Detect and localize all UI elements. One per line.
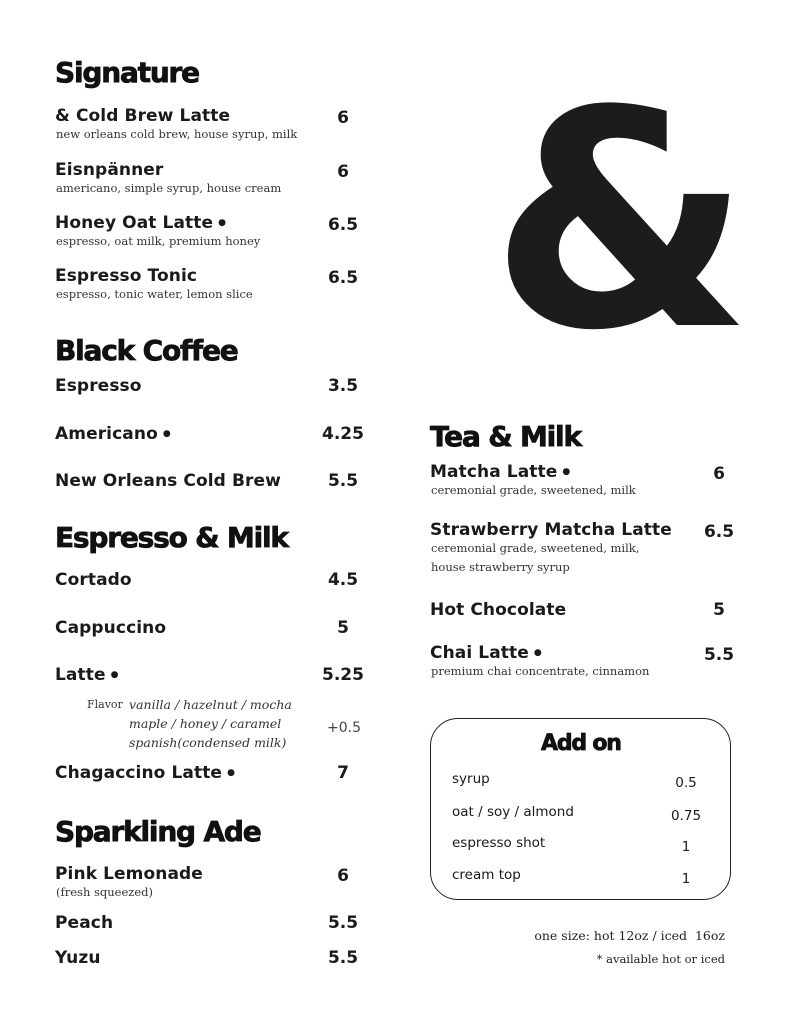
item-description: americano, simple syrup, house cream bbox=[56, 181, 282, 195]
item-name-text: Strawberry Matcha Latte bbox=[430, 520, 672, 540]
item-name-text: Matcha Latte bbox=[430, 462, 558, 482]
addon-name: espresso shot bbox=[452, 835, 546, 851]
flavor-line: spanish(condensed milk) bbox=[129, 735, 287, 750]
item-description: house strawberry syrup bbox=[431, 560, 570, 574]
size-note: one size: hot 12oz / iced 16oz bbox=[534, 928, 725, 943]
item-description: ceremonial grade, sweetened, milk bbox=[431, 483, 636, 497]
item-price: 6 bbox=[337, 108, 349, 128]
section-title: Sparkling Ade bbox=[55, 815, 261, 848]
item-name bbox=[55, 376, 142, 396]
item-price: 5.25 bbox=[322, 665, 364, 685]
item-name bbox=[55, 424, 171, 444]
item-name bbox=[55, 213, 226, 233]
addon-name: syrup bbox=[452, 771, 490, 787]
item-name-text: Peach bbox=[55, 913, 114, 933]
item-name-text: Espresso Tonic bbox=[55, 266, 198, 286]
item-price: 5.5 bbox=[327, 948, 359, 968]
item-price: 3.5 bbox=[327, 376, 359, 396]
item-name-text: Hot Chocolate bbox=[430, 600, 567, 620]
item-description: (fresh squeezed) bbox=[56, 885, 154, 899]
item-description: new orleans cold brew, house syrup, milk bbox=[56, 127, 298, 141]
item-price: 4.25 bbox=[322, 424, 364, 444]
item-name bbox=[55, 106, 230, 126]
item-price: 5.5 bbox=[703, 645, 735, 665]
section-title: Signature bbox=[55, 56, 199, 89]
item-name bbox=[55, 618, 166, 638]
item-name bbox=[55, 864, 203, 884]
item-name-text: Cortado bbox=[55, 570, 132, 590]
item-name bbox=[55, 665, 119, 685]
item-name-text: Pink Lemonade bbox=[55, 864, 203, 884]
item-description: espresso, oat milk, premium honey bbox=[56, 234, 261, 248]
item-name bbox=[430, 643, 542, 663]
addon-name: oat / soy / almond bbox=[452, 804, 574, 820]
item-price: 5 bbox=[337, 618, 349, 638]
item-name-text: Chagaccino Latte bbox=[55, 763, 223, 783]
item-name-text: Eisnpänner bbox=[55, 160, 164, 180]
addon-price: 0.75 bbox=[670, 808, 702, 824]
flavor-line: maple / honey / caramel bbox=[129, 716, 282, 731]
item-name bbox=[430, 600, 566, 620]
item-name bbox=[55, 763, 235, 783]
flavor-price: +0.5 bbox=[327, 720, 361, 736]
item-price: 6.5 bbox=[327, 268, 359, 288]
section-title: Black Coffee bbox=[55, 334, 238, 367]
hot-or-iced-dot-icon: ● bbox=[110, 670, 119, 680]
hot-or-iced-dot-icon: ● bbox=[533, 648, 542, 658]
item-name bbox=[55, 913, 113, 933]
addon-price: 1 bbox=[681, 839, 691, 855]
item-name bbox=[55, 471, 281, 491]
ampersand-logo: & bbox=[490, 47, 752, 396]
item-name-text: Latte bbox=[55, 665, 106, 685]
item-price: 5.5 bbox=[327, 471, 359, 491]
addon-price: 0.5 bbox=[675, 775, 697, 791]
item-name bbox=[430, 520, 672, 540]
item-name-text: Honey Oat Latte bbox=[55, 213, 214, 233]
item-name bbox=[430, 462, 570, 482]
hot-or-iced-dot-icon: ● bbox=[562, 467, 571, 477]
addon-name: cream top bbox=[452, 867, 521, 883]
item-name-text: Yuzu bbox=[55, 948, 101, 968]
item-price: 4.5 bbox=[327, 570, 359, 590]
item-description: premium chai concentrate, cinnamon bbox=[431, 664, 650, 678]
item-description: espresso, tonic water, lemon slice bbox=[56, 287, 253, 301]
item-name bbox=[55, 266, 197, 286]
flavor-line: vanilla / hazelnut / mocha bbox=[129, 697, 292, 712]
item-name-text: & Cold Brew Latte bbox=[55, 106, 231, 126]
item-name-text: Americano bbox=[55, 424, 158, 444]
hot-or-iced-dot-icon: ● bbox=[162, 429, 171, 439]
item-price: 6 bbox=[713, 464, 725, 484]
section-title: Tea & Milk bbox=[430, 420, 581, 453]
hot-or-iced-dot-icon: ● bbox=[227, 768, 236, 778]
availability-note bbox=[597, 952, 725, 966]
item-name-text: Espresso bbox=[55, 376, 142, 396]
addon-title: Add on bbox=[541, 731, 621, 756]
item-name bbox=[55, 948, 101, 968]
item-name-text: New Orleans Cold Brew bbox=[55, 471, 281, 491]
item-name bbox=[55, 160, 163, 180]
item-name bbox=[55, 570, 132, 590]
item-description: ceremonial grade, sweetened, milk, bbox=[431, 541, 640, 555]
dot-symbol: * bbox=[596, 952, 603, 966]
item-price: 6 bbox=[337, 866, 349, 886]
item-price: 5.5 bbox=[327, 913, 359, 933]
availability-text: available hot or iced bbox=[606, 952, 725, 966]
item-name-text: Chai Latte bbox=[430, 643, 529, 663]
item-price: 5 bbox=[713, 600, 725, 620]
item-price: 6 bbox=[337, 162, 349, 182]
item-price: 6.5 bbox=[327, 215, 359, 235]
addon-price: 1 bbox=[681, 871, 691, 887]
section-title: Espresso & Milk bbox=[55, 521, 288, 554]
item-price: 6.5 bbox=[703, 522, 735, 542]
item-price: 7 bbox=[337, 763, 349, 783]
hot-or-iced-dot-icon: ● bbox=[218, 218, 227, 228]
item-name-text: Cappuccino bbox=[55, 618, 167, 638]
flavor-label: Flavor bbox=[87, 698, 123, 711]
